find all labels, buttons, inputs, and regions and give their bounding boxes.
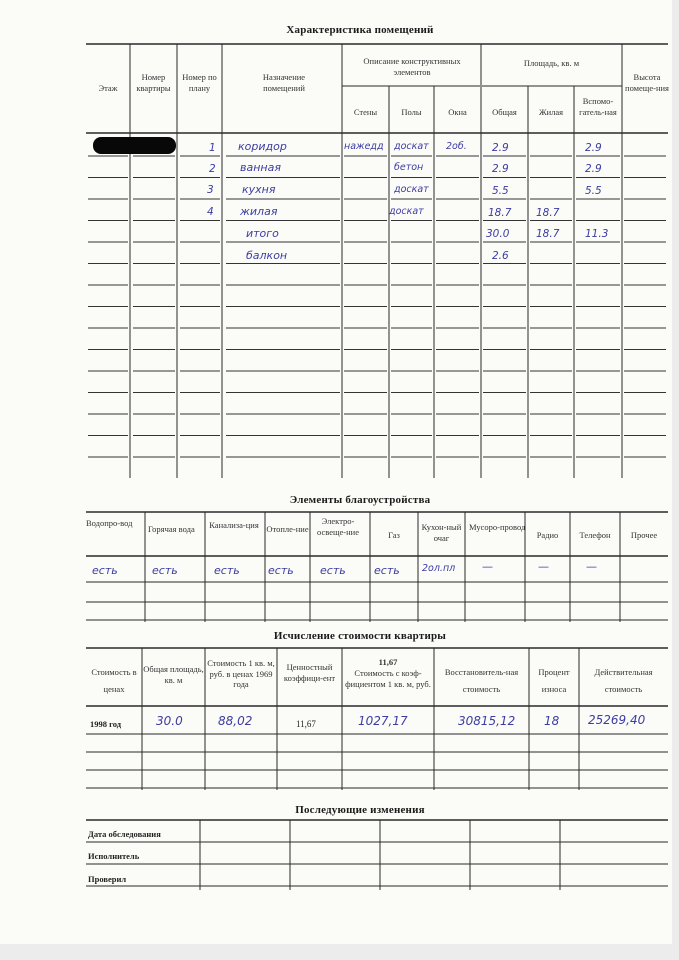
cost-wear-value: 18: [544, 714, 560, 728]
row3-total: 5.5: [492, 185, 509, 197]
amenity-stove-value: 2ол.пл: [422, 563, 456, 574]
row2-plan-number: 2: [209, 163, 216, 175]
header-sewerage: Канализа-ция: [209, 520, 259, 530]
row5-living: 18.7: [536, 228, 560, 240]
row5-purpose: итого: [246, 227, 279, 240]
label-inspection-date: Дата обследования: [88, 829, 161, 839]
row5-total: 30.0: [486, 228, 510, 240]
cost-year-label: 1998 год: [90, 719, 122, 729]
header-windows: Окна: [448, 107, 467, 117]
header-garbage-chute: Мусоро-провод: [469, 522, 526, 532]
amenities-section-title: Элементы благоустройства: [289, 494, 431, 506]
header-kitchen-stove: Кухон-ный очаг: [421, 522, 462, 543]
cost-with-coefficient-value: 1027,17: [358, 714, 408, 728]
row1-walls: нажедд: [344, 141, 384, 152]
header-walls: Стены: [353, 107, 378, 117]
row3-plan-number: 3: [207, 184, 214, 196]
row2-floors: бетон: [394, 162, 424, 173]
header-restoration-cost: Восстановитель-ная стоимость: [444, 667, 519, 694]
amenity-garbage-value: —: [482, 560, 493, 573]
amenity-heating-value: есть: [268, 564, 294, 577]
row4-living: 18.7: [536, 207, 560, 219]
header-floor: Этаж: [98, 83, 118, 93]
header-structural-elements: Описание конструктивных элементов: [363, 56, 461, 77]
cost-total-area-value: 30.0: [156, 714, 183, 728]
row3-purpose: кухня: [242, 183, 276, 196]
header-plan-number: Номер по плану: [182, 72, 217, 93]
cost-restoration-value: 30815,12: [458, 714, 516, 728]
header-actual-cost: Действительная стоимость: [594, 667, 653, 694]
amenity-hot-water-value: есть: [152, 564, 178, 577]
header-coefficient-value: 11,67: [378, 657, 398, 667]
header-total-area-cost: Общая площадь, кв. м: [143, 664, 204, 685]
row6-purpose: балкон: [246, 249, 288, 262]
header-electric-lighting: Электро-освеще-ние: [317, 516, 359, 537]
header-apartment-number: Номер квартиры: [136, 72, 171, 93]
header-other: Прочее: [630, 530, 658, 540]
header-living-area: Жилая: [538, 107, 564, 117]
row4-plan-number: 4: [207, 206, 214, 218]
header-heating: Отопле-ние: [266, 524, 309, 534]
header-room-height: Высота помеще-ния: [625, 72, 669, 93]
amenity-gas-value: есть: [374, 564, 400, 577]
header-hot-water: Горячая вода: [148, 524, 195, 534]
header-room-purpose: Назначение помещений: [262, 72, 306, 93]
amenity-telephone-value: —: [586, 560, 597, 573]
header-cost-with-coefficient: Стоимость с коэф-фициентом 1 кв. м, руб.: [345, 668, 431, 689]
cost-per-sqm-1969-value: 88,02: [218, 714, 253, 728]
label-checked-by: Проверил: [88, 874, 127, 884]
row3-floors: доскат: [394, 184, 429, 195]
cost-coefficient-value: 11,67: [296, 719, 316, 729]
header-area: Площадь, кв. м: [523, 58, 580, 68]
header-radio: Радио: [536, 530, 559, 540]
row1-purpose: коридор: [238, 140, 287, 153]
header-floors: Полы: [401, 107, 422, 117]
label-executor: Исполнитель: [88, 851, 140, 861]
row1-windows: 2об.: [446, 141, 467, 152]
header-total-area: Общая: [492, 107, 517, 117]
header-cost-in-prices: Стоимость в ценах: [91, 667, 137, 694]
row4-floors: доскат: [389, 206, 424, 217]
row3-aux: 5.5: [585, 185, 602, 197]
header-value-coefficient: Ценностный коэффици-ент: [283, 662, 336, 683]
rooms-section-title: Характеристика помещений: [286, 24, 434, 36]
amenity-water-value: есть: [92, 564, 118, 577]
row1-plan-number: 1: [209, 142, 216, 154]
row5-aux: 11.3: [585, 228, 609, 240]
header-telephone: Телефон: [579, 530, 611, 540]
header-water-supply: Водопро-вод: [86, 518, 133, 528]
header-auxiliary-area: Вспомо-гатель-ная: [579, 96, 617, 117]
row2-aux: 2.9: [585, 163, 602, 175]
header-wear-percent: Процент износа: [538, 667, 570, 694]
row1-aux: 2.9: [585, 142, 602, 154]
amenity-sewerage-value: есть: [214, 564, 240, 577]
row2-total: 2.9: [492, 163, 509, 175]
row1-total: 2.9: [492, 142, 509, 154]
header-cost-per-sqm-1969: Стоимость 1 кв. м, руб. в ценах 1969 года: [207, 658, 275, 690]
row1-floors: доскат: [394, 141, 429, 152]
row4-purpose: жилая: [240, 205, 278, 218]
row6-total: 2.6: [492, 250, 509, 262]
cost-actual-value: 25269,40: [588, 713, 646, 727]
amenity-lighting-value: есть: [320, 564, 346, 577]
cost-section-title: Исчисление стоимости квартиры: [273, 630, 447, 642]
row4-total: 18.7: [488, 207, 512, 219]
amenity-radio-value: —: [538, 560, 549, 573]
header-gas: Газ: [388, 530, 400, 540]
changes-section-title: Последующие изменения: [295, 804, 425, 816]
row2-purpose: ванная: [240, 161, 281, 174]
